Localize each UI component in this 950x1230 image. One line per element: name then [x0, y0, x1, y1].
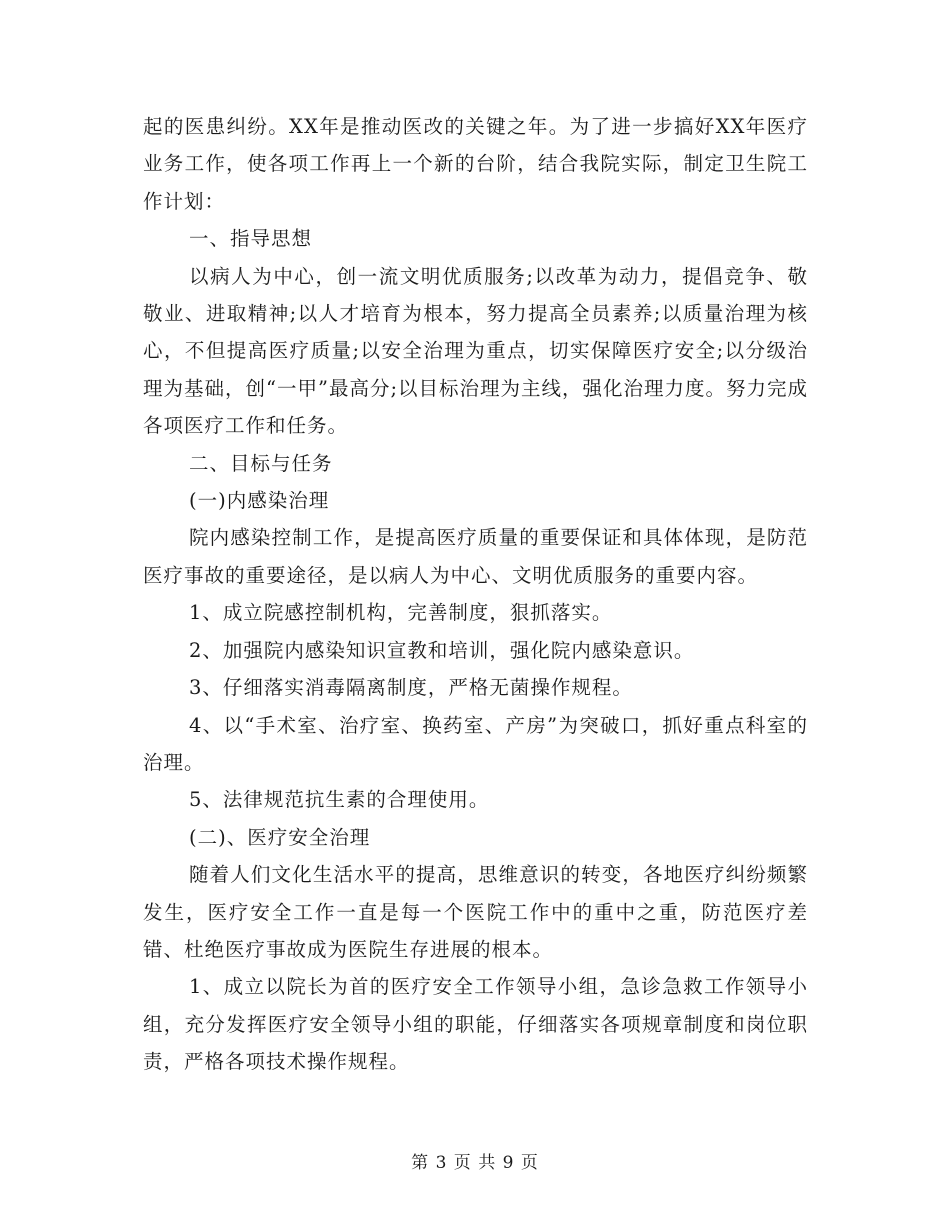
- list-item: 4、以“手术室、治疗室、换药室、产房”为突破口，抓好重点科室的治理。: [143, 713, 808, 774]
- section-heading: 二、目标与任务: [189, 451, 333, 475]
- subsection-heading: (一)内感染治理: [189, 489, 330, 513]
- paragraph: 随着人们文化生活水平的提高，思维意识的转变，各地医疗纠纷频繁发生，医疗安全工作一直是每一个医院工作中的重中之重，防范医疗差错、杜绝医疗事故成为医院生存进展的根本。: [143, 863, 808, 961]
- page-footer: 第 3 页 共 9 页: [411, 1153, 539, 1173]
- list-item: 2、加强院内感染知识宣教和培训，强化院内感染意识。: [189, 638, 695, 662]
- document-body: [143, 108, 808, 1081]
- paragraph: 以病人为中心，创一流文明优质服务;以改革为动力，提倡竞争、敬敬业、进取精神;以人才培育为根本，努力提高全员素养;以质量治理为核心，不但提高医疗质量;以安全治理为重点，切实保障医疗安全;以分级治理为基础，创“一甲”最高分;以目标治理为主线，强化治理力度。努力完成各项医疗工作和任务。: [143, 264, 809, 438]
- list-item: 3、仔细落实消毒隔离制度，严格无菌操作规程。: [189, 676, 633, 700]
- list-item: 1、成立院感控制机构，完善制度，狠抓落实。: [189, 601, 613, 625]
- list-item: 1、成立以院长为首的医疗安全工作领导小组，急诊急救工作领导小组，充分发挥医疗安全领导小组的职能，仔细落实各项规章制度和岗位职责，严格各项技术操作规程。: [143, 975, 808, 1074]
- paragraph-continuation: 起的医患纠纷。XX年是推动医改的关键之年。为了进一步搞好XX年医疗业务工作，使各项工作再上一个新的台阶，结合我院实际，制定卫生院工作计划：: [143, 115, 808, 213]
- subsection-heading: (二)、医疗安全治理: [189, 825, 371, 849]
- section-heading: 一、指导思想: [189, 227, 313, 251]
- paragraph: 院内感染控制工作，是提高医疗质量的重要保证和具体体现，是防范医疗事故的重要途径，是以病人为中心、文明优质服务的重要内容。: [143, 526, 808, 587]
- list-item: 5、法律规范抗生素的合理使用。: [189, 788, 490, 812]
